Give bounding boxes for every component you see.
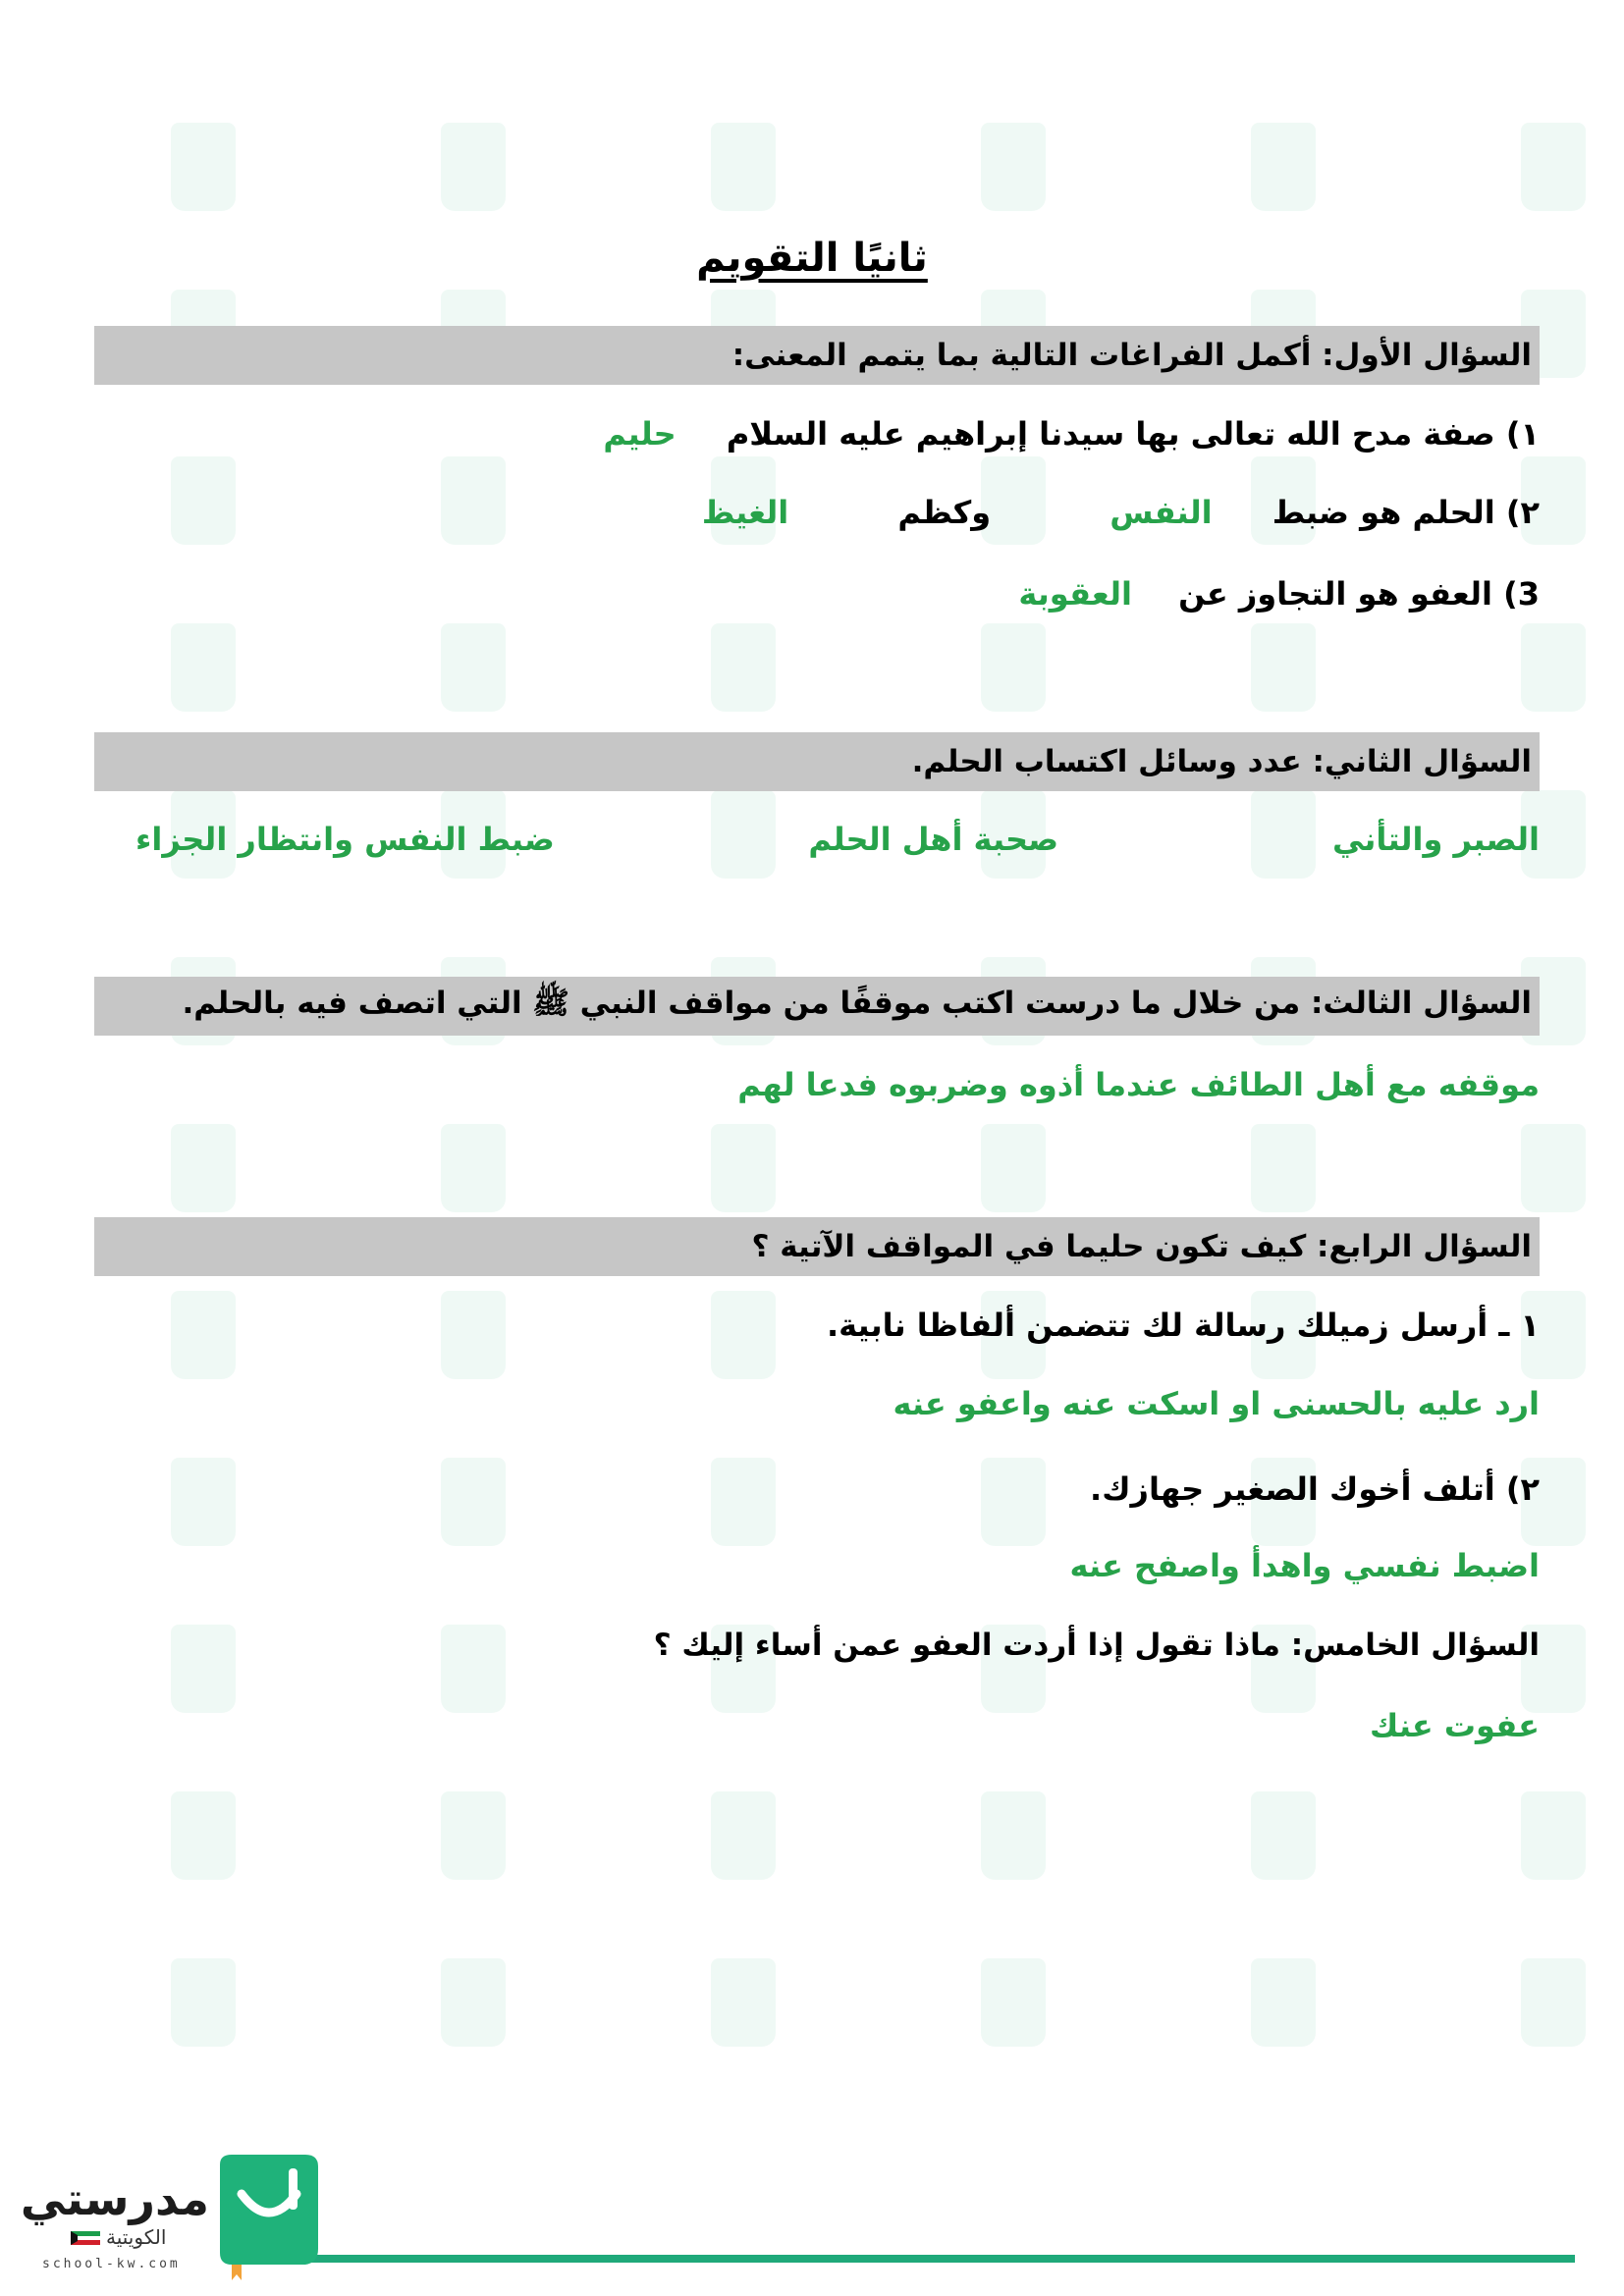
- logo-url: school-kw.com: [42, 2257, 181, 2271]
- q1-item-3-answer: العقوبة: [1018, 575, 1132, 613]
- logo-subtitle: الكويتية: [106, 2225, 167, 2249]
- q1-item-1-answer: حليم: [603, 415, 677, 453]
- q4-item-1-text: ١ ـ أرسل زميلك رسالة لك تتضمن ألفاظا نابية.: [826, 1307, 1540, 1344]
- q1-item-2-answer-b: الغيظ: [701, 494, 789, 531]
- q1-item-1-text: ١) صفة مدح الله تعالى بها سيدنا إبراهيم عليه السلام: [726, 415, 1540, 453]
- q1-item-2-text-b: وكظم: [897, 494, 992, 531]
- q1-item-2-text-a: ٢) الحلم هو ضبط: [1272, 494, 1540, 531]
- logo-wordmark: مدرستي: [20, 2172, 209, 2225]
- q1-item-2-answer-a: النفس: [1110, 494, 1213, 531]
- q4-item-1-answer: ارد عليه بالحسنى او اسكت عنه واعفو عنه: [893, 1385, 1540, 1422]
- q1-item-2: [702, 493, 1540, 532]
- q2-answer-3: ضبط النفس وانتظار الجزاء: [135, 821, 555, 858]
- q4-header: السؤال الرابع: كيف تكون حليما في المواقف الآتية ؟: [94, 1217, 1540, 1276]
- q2-answer-1: الصبر والتأني: [1332, 821, 1540, 858]
- q5-header: السؤال الخامس: ماذا تقول إذا أردت العفو عمن أساء إليك ؟: [653, 1628, 1540, 1663]
- q1-item-3-text: 3) العفو هو التجاوز عن: [1178, 575, 1540, 613]
- q3-header: السؤال الثالث: من خلال ما درست اكتب موقفًا من مواقف النبي ﷺ التي اتصف فيه بالحلم.: [94, 977, 1540, 1036]
- q4-item-2-text: ٢) أتلف أخوك الصغير جهازك.: [1090, 1470, 1540, 1508]
- q1-item-1: [603, 414, 1540, 454]
- q3-answer: موقفه مع أهل الطائف عندما أذوه وضربوه فدعا لهم: [737, 1066, 1540, 1103]
- page-title: ثانيًا التقويم: [696, 236, 928, 281]
- q2-answer-2: صحبة أهل الحلم: [808, 821, 1058, 858]
- q1-header: السؤال الأول: أكمل الفراغات التالية بما يتمم المعنى:: [94, 326, 1540, 385]
- q1-item-3: [1018, 574, 1540, 614]
- q4-item-2-answer: اضبط نفسي واهدأ واصفح عنه: [1069, 1547, 1540, 1584]
- q5-answer: عفوت عنك: [1370, 1707, 1540, 1744]
- q2-header: السؤال الثاني: عدد وسائل اكتساب الحلم.: [94, 732, 1540, 791]
